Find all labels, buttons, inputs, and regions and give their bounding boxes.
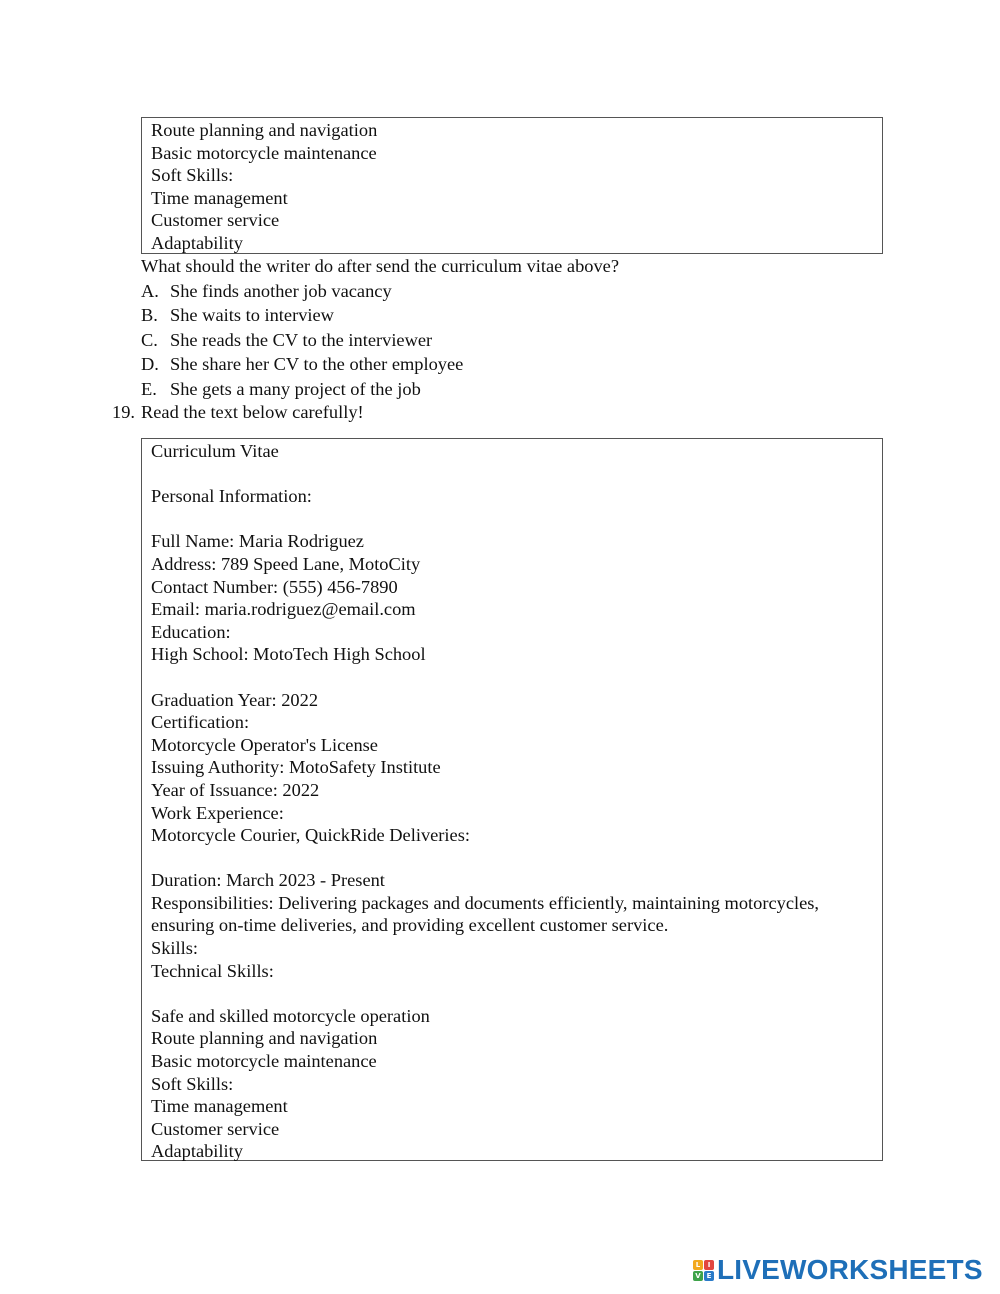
- certification-heading: Certification:: [151, 712, 250, 733]
- responsibilities: Responsibilities: Delivering packages and documents efficiently, maintaining motorcycles, ensuring on-time deliveries, and providing excellent customer service.: [151, 892, 820, 936]
- blank-line: [151, 463, 882, 486]
- option-letter: B.: [141, 305, 158, 326]
- liveworksheets-logo: [693, 1255, 983, 1285]
- blank-line: [151, 508, 882, 531]
- work-heading: Work Experience:: [151, 802, 284, 823]
- option-text: She share her CV to the other employee: [170, 354, 464, 375]
- logo-tile: V: [693, 1271, 703, 1281]
- option-text: She gets a many project of the job: [170, 378, 421, 399]
- option-c[interactable]: [141, 328, 463, 352]
- issuing-authority: Issuing Authority: MotoSafety Institute: [151, 757, 441, 778]
- option-text: She reads the CV to the interviewer: [170, 329, 433, 350]
- option-text: She finds another job vacancy: [170, 281, 392, 301]
- logo-tile: L: [693, 1260, 703, 1270]
- soft-skill: Time management: [151, 1096, 288, 1117]
- year-of-issuance: Year of Issuance: 2022: [151, 779, 320, 800]
- logo-tile: I: [704, 1260, 714, 1270]
- license: Motorcycle Operator's License: [151, 734, 378, 755]
- cv-line: Basic motorcycle maintenance: [151, 142, 377, 163]
- tech-skill: Basic motorcycle maintenance: [151, 1051, 377, 1072]
- skills-heading: Skills:: [151, 938, 199, 959]
- cv-line: Time management: [151, 187, 288, 208]
- option-letter: E.: [141, 378, 157, 399]
- cv-line: Adaptability: [151, 232, 243, 253]
- high-school: High School: MotoTech High School: [151, 644, 426, 665]
- option-e[interactable]: [141, 377, 463, 401]
- soft-heading: Soft Skills:: [151, 1073, 234, 1094]
- soft-skill: Adaptability: [151, 1141, 243, 1162]
- graduation-year: Graduation Year: 2022: [151, 689, 319, 710]
- blank-line: [151, 666, 882, 689]
- option-b[interactable]: [141, 303, 463, 327]
- cv-line: Route planning and navigation: [151, 120, 378, 140]
- tech-skill: Route planning and navigation: [151, 1028, 378, 1049]
- cv-title: Curriculum Vitae: [151, 441, 279, 461]
- logo-text: LIVEWORKSHEETS: [717, 1254, 983, 1285]
- address: Address: 789 Speed Lane, MotoCity: [151, 553, 421, 574]
- cv-excerpt-box: [141, 117, 883, 254]
- option-letter: A.: [141, 281, 159, 301]
- full-name: Full Name: Maria Rodriguez: [151, 531, 364, 552]
- question-text: Read the text below carefully!: [141, 402, 364, 422]
- cv-box: [141, 438, 883, 1161]
- contact-number: Contact Number: (555) 456-7890: [151, 576, 398, 597]
- tech-skill: Safe and skilled motorcycle operation: [151, 1005, 430, 1026]
- cv-line: Soft Skills:: [151, 165, 234, 186]
- answer-options: [141, 279, 463, 401]
- option-letter: C.: [141, 329, 158, 350]
- job-title: Motorcycle Courier, QuickRide Deliveries:: [151, 825, 470, 846]
- personal-heading: Personal Information:: [151, 486, 312, 507]
- cv-line: Customer service: [151, 210, 280, 231]
- soft-skill: Customer service: [151, 1118, 280, 1139]
- logo-tile: E: [704, 1271, 714, 1281]
- option-d[interactable]: [141, 352, 463, 376]
- logo-mark-icon: [693, 1260, 714, 1281]
- option-text: She waits to interview: [170, 305, 334, 326]
- question-19: [112, 400, 364, 424]
- duration: Duration: March 2023 - Present: [151, 870, 385, 891]
- blank-line: [151, 982, 882, 1005]
- option-letter: D.: [141, 354, 159, 375]
- option-a[interactable]: [141, 279, 463, 303]
- technical-heading: Technical Skills:: [151, 960, 274, 981]
- blank-line: [151, 847, 882, 870]
- question-text: What should the writer do after send the curriculum vitae above?: [141, 256, 619, 276]
- education-heading: Education:: [151, 621, 231, 642]
- email: Email: maria.rodriguez@email.com: [151, 599, 416, 620]
- question-number: 19.: [112, 402, 135, 422]
